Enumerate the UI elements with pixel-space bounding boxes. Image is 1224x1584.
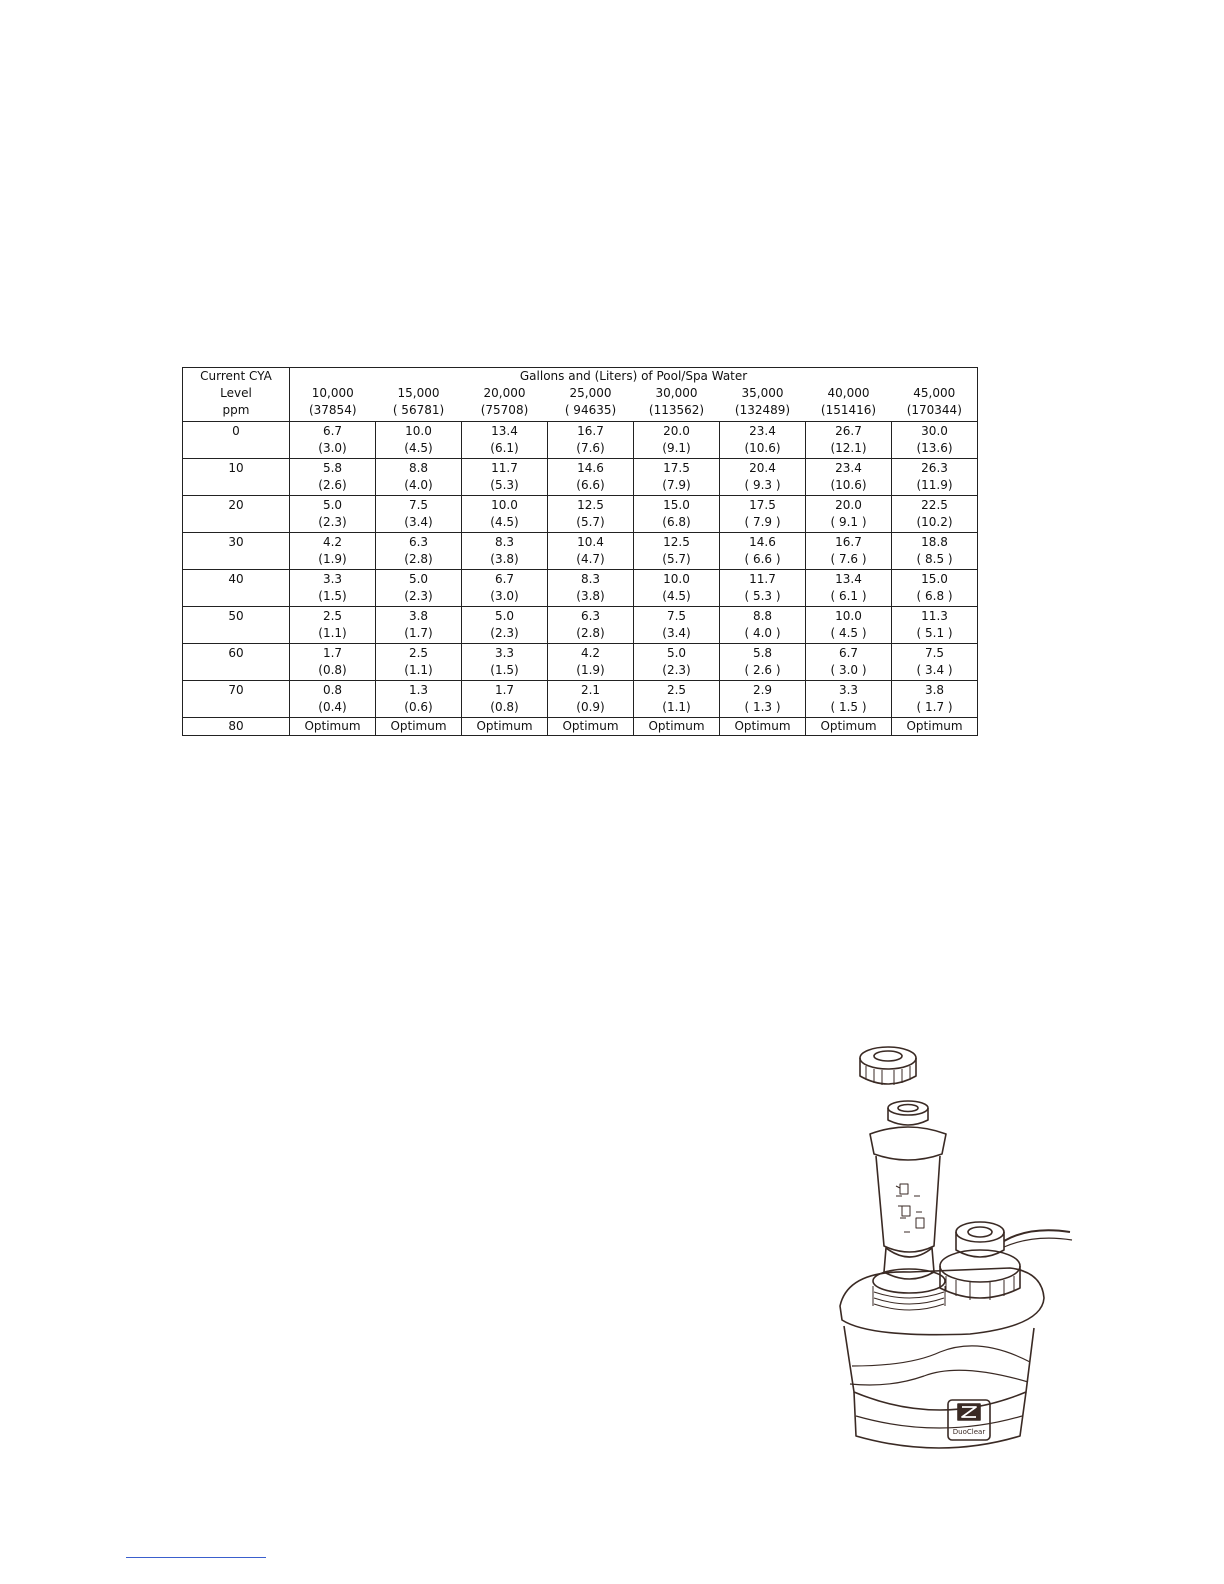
cya-level-cell: [183, 496, 290, 533]
dose-kg: (1.9): [318, 552, 347, 566]
cya-level: 80: [183, 718, 290, 736]
dose-lbs: 3.8: [408, 609, 429, 623]
dose-cell: [548, 533, 634, 570]
dose-cell: [634, 459, 720, 496]
dose-cell: [462, 644, 548, 681]
cya-level: 10: [228, 461, 244, 475]
dose-cell: [892, 570, 978, 607]
dose-cell: [376, 570, 462, 607]
dose-kg: (1.1): [318, 626, 347, 640]
dose-cell: [720, 496, 806, 533]
dose-cell: [634, 570, 720, 607]
dose-lbs: 2.1: [580, 683, 601, 697]
cya-level: 0: [232, 424, 240, 438]
dose-lbs: 17.5: [663, 461, 690, 475]
dose-cell: [290, 681, 376, 718]
dose-cell: [806, 681, 892, 718]
volume-gallons: 25,000: [569, 386, 612, 400]
dose-kg: (5.7): [662, 552, 691, 566]
dose-kg: (2.6): [318, 478, 347, 492]
dose-kg: (10.6): [744, 441, 781, 455]
dose-lbs: 2.5: [322, 609, 343, 623]
dose-lbs: 3.3: [494, 646, 515, 660]
dose-lbs: 13.4: [835, 572, 862, 586]
dose-kg: (1.5): [318, 589, 347, 603]
optimum-cell: Optimum: [806, 718, 892, 736]
dose-cell: [462, 607, 548, 644]
dose-lbs: 17.5: [749, 498, 776, 512]
dose-cell: [290, 570, 376, 607]
device-label: DuoClear: [952, 1428, 986, 1436]
dose-cell: [462, 533, 548, 570]
dose-lbs: 1.7: [494, 683, 515, 697]
table-row: [183, 422, 978, 459]
dose-kg: (3.0): [490, 589, 519, 603]
dose-lbs: 2.9: [752, 683, 773, 697]
dose-cell: [290, 607, 376, 644]
dose-cell: [806, 496, 892, 533]
dose-cell: [892, 681, 978, 718]
dose-cell: [634, 496, 720, 533]
dose-cell: [548, 570, 634, 607]
dose-cell: [634, 607, 720, 644]
dose-cell: [290, 496, 376, 533]
dose-cell: [806, 570, 892, 607]
dose-kg: ( 2.6 ): [744, 663, 781, 677]
dose-cell: [376, 496, 462, 533]
volume-header: [720, 385, 806, 422]
volume-liters: (37854): [308, 403, 357, 417]
corner-line: ppm: [222, 403, 250, 417]
dose-lbs: 16.7: [835, 535, 862, 549]
dose-lbs: 26.7: [835, 424, 862, 438]
dose-lbs: 10.0: [835, 609, 862, 623]
cya-level-cell: [183, 422, 290, 459]
dose-lbs: 16.7: [577, 424, 604, 438]
optimum-cell: Optimum: [376, 718, 462, 736]
volume-header: [290, 385, 376, 422]
volume-liters: ( 56781): [392, 403, 445, 417]
corner-header: [183, 368, 290, 422]
dose-cell: [376, 681, 462, 718]
dose-lbs: 8.8: [752, 609, 773, 623]
dose-lbs: 23.4: [749, 424, 776, 438]
footer-rule: [126, 1557, 266, 1558]
optimum-cell: Optimum: [548, 718, 634, 736]
volume-gallons: 20,000: [483, 386, 526, 400]
dose-cell: [634, 681, 720, 718]
corner-line: Level: [220, 386, 252, 400]
dose-cell: [376, 459, 462, 496]
dose-kg: (13.6): [916, 441, 953, 455]
volume-liters: (170344): [906, 403, 962, 417]
dose-cell: [290, 459, 376, 496]
dose-lbs: 8.3: [580, 572, 601, 586]
dose-kg: (1.7): [404, 626, 433, 640]
dose-kg: (5.3): [490, 478, 519, 492]
dose-cell: [548, 422, 634, 459]
volume-gallons: 30,000: [655, 386, 698, 400]
dose-cell: [548, 607, 634, 644]
dose-lbs: 4.2: [580, 646, 601, 660]
dose-kg: (2.8): [404, 552, 433, 566]
dose-lbs: 5.8: [322, 461, 343, 475]
dose-lbs: 8.8: [408, 461, 429, 475]
cya-level: 30: [228, 535, 244, 549]
cya-level-cell: [183, 459, 290, 496]
dose-lbs: 23.4: [835, 461, 862, 475]
dose-cell: [290, 422, 376, 459]
dose-cell: [892, 533, 978, 570]
dose-cell: [290, 644, 376, 681]
dose-lbs: 7.5: [924, 646, 945, 660]
dose-kg: (4.0): [404, 478, 433, 492]
dose-cell: [892, 644, 978, 681]
dose-kg: ( 6.1 ): [830, 589, 867, 603]
dose-kg: ( 5.1 ): [916, 626, 953, 640]
dose-lbs: 7.5: [408, 498, 429, 512]
dose-cell: [892, 496, 978, 533]
dose-lbs: 1.7: [322, 646, 343, 660]
dose-cell: [548, 496, 634, 533]
dose-cell: [634, 533, 720, 570]
dose-lbs: 22.5: [921, 498, 948, 512]
dose-cell: [376, 644, 462, 681]
dose-lbs: 10.0: [491, 498, 518, 512]
dose-cell: [376, 422, 462, 459]
volume-gallons: 45,000: [913, 386, 956, 400]
cya-level: 70: [228, 683, 244, 697]
dose-cell: [548, 681, 634, 718]
dose-kg: ( 9.3 ): [744, 478, 781, 492]
dose-kg: (6.8): [662, 515, 691, 529]
volume-header: [548, 385, 634, 422]
dose-lbs: 3.3: [838, 683, 859, 697]
dose-kg: (2.8): [576, 626, 605, 640]
dose-cell: [720, 459, 806, 496]
dose-lbs: 14.6: [577, 461, 604, 475]
table-row: [183, 644, 978, 681]
volume-header: [806, 385, 892, 422]
optimum-cell: Optimum: [462, 718, 548, 736]
dose-cell: [806, 422, 892, 459]
dose-kg: (1.5): [490, 663, 519, 677]
cya-level: 60: [228, 646, 244, 660]
dose-kg: ( 3.4 ): [916, 663, 953, 677]
dose-kg: ( 7.6 ): [830, 552, 867, 566]
table-row: [183, 459, 978, 496]
dose-kg: (7.9): [662, 478, 691, 492]
dose-cell: [376, 533, 462, 570]
dose-kg: (0.4): [318, 700, 347, 714]
volume-gallons: 40,000: [827, 386, 870, 400]
dose-cell: [720, 570, 806, 607]
dose-lbs: 2.5: [408, 646, 429, 660]
dose-cell: [892, 422, 978, 459]
dose-cell: [720, 607, 806, 644]
volume-liters: (151416): [820, 403, 877, 417]
dose-cell: [376, 607, 462, 644]
table-row: [183, 681, 978, 718]
cya-dosage-table: [182, 367, 978, 736]
volume-group-header: Gallons and (Liters) of Pool/Spa Water: [290, 368, 978, 386]
dose-kg: (5.7): [576, 515, 605, 529]
dose-kg: ( 3.0 ): [830, 663, 867, 677]
dose-kg: (3.8): [490, 552, 519, 566]
dose-lbs: 4.2: [322, 535, 343, 549]
dose-lbs: 20.0: [663, 424, 690, 438]
dose-kg: (12.1): [830, 441, 867, 455]
dose-kg: (3.4): [662, 626, 691, 640]
dose-lbs: 11.7: [749, 572, 776, 586]
dose-cell: [462, 570, 548, 607]
dose-lbs: 7.5: [666, 609, 687, 623]
dose-lbs: 12.5: [663, 535, 690, 549]
dose-kg: (3.0): [318, 441, 347, 455]
dose-cell: [548, 644, 634, 681]
dose-cell: [290, 533, 376, 570]
dose-lbs: 6.3: [408, 535, 429, 549]
volume-gallons: 35,000: [741, 386, 784, 400]
dose-cell: [548, 459, 634, 496]
dose-kg: (0.6): [404, 700, 433, 714]
dose-cell: [462, 496, 548, 533]
volume-header: [634, 385, 720, 422]
cya-level: 50: [228, 609, 244, 623]
corner-line: Current CYA: [200, 369, 272, 383]
dose-cell: [462, 459, 548, 496]
dose-lbs: 6.7: [494, 572, 515, 586]
dose-kg: ( 8.5 ): [916, 552, 953, 566]
table-row: [183, 570, 978, 607]
dose-lbs: 14.6: [749, 535, 776, 549]
cya-level-cell: [183, 644, 290, 681]
dose-lbs: 3.3: [322, 572, 343, 586]
dose-kg: (4.5): [662, 589, 691, 603]
dose-cell: [462, 681, 548, 718]
dose-lbs: 5.0: [494, 609, 515, 623]
dose-cell: [806, 607, 892, 644]
optimum-cell: Optimum: [720, 718, 806, 736]
dose-lbs: 12.5: [577, 498, 604, 512]
dose-lbs: 15.0: [663, 498, 690, 512]
dose-lbs: 20.0: [835, 498, 862, 512]
dose-kg: (2.3): [662, 663, 691, 677]
volume-gallons: 10,000: [311, 386, 354, 400]
dose-kg: ( 1.5 ): [830, 700, 867, 714]
dose-lbs: 11.3: [921, 609, 948, 623]
dose-kg: ( 6.8 ): [916, 589, 953, 603]
dose-kg: (0.9): [576, 700, 605, 714]
dose-cell: [720, 533, 806, 570]
dose-cell: [634, 644, 720, 681]
volume-liters: ( 94635): [564, 403, 617, 417]
dose-lbs: 6.7: [838, 646, 859, 660]
dose-lbs: 3.8: [924, 683, 945, 697]
dose-cell: [634, 422, 720, 459]
dose-kg: (3.4): [404, 515, 433, 529]
dose-kg: (1.1): [404, 663, 433, 677]
dose-kg: (2.3): [318, 515, 347, 529]
dose-lbs: 10.0: [405, 424, 432, 438]
dose-kg: ( 1.3 ): [744, 700, 781, 714]
table-row: [183, 496, 978, 533]
dose-cell: [806, 459, 892, 496]
dose-lbs: 26.3: [921, 461, 948, 475]
dose-lbs: 5.0: [666, 646, 687, 660]
dose-cell: [806, 533, 892, 570]
dose-kg: (6.1): [490, 441, 519, 455]
dose-kg: (3.8): [576, 589, 605, 603]
volume-gallons: 15,000: [397, 386, 440, 400]
table-row: [183, 533, 978, 570]
dose-lbs: 5.8: [752, 646, 773, 660]
volume-liters: (75708): [480, 403, 529, 417]
cya-level-cell: [183, 681, 290, 718]
dose-kg: ( 4.5 ): [830, 626, 867, 640]
dose-cell: [720, 422, 806, 459]
dose-kg: (10.2): [916, 515, 953, 529]
dose-cell: [720, 681, 806, 718]
volume-header: [376, 385, 462, 422]
volume-liters: (132489): [734, 403, 791, 417]
dose-lbs: 10.0: [663, 572, 690, 586]
optimum-cell: Optimum: [892, 718, 978, 736]
dose-kg: (2.3): [490, 626, 519, 640]
dose-kg: ( 7.9 ): [744, 515, 781, 529]
dose-cell: [806, 644, 892, 681]
cya-level: 40: [228, 572, 244, 586]
dose-lbs: 13.4: [491, 424, 518, 438]
dose-kg: ( 9.1 ): [830, 515, 867, 529]
dose-kg: ( 6.6 ): [744, 552, 781, 566]
dose-lbs: 6.7: [322, 424, 343, 438]
dose-lbs: 6.3: [580, 609, 601, 623]
cya-level-cell: [183, 533, 290, 570]
dose-kg: (9.1): [662, 441, 691, 455]
dose-kg: (2.3): [404, 589, 433, 603]
dose-kg: (4.7): [576, 552, 605, 566]
optimum-cell: Optimum: [290, 718, 376, 736]
dose-lbs: 18.8: [921, 535, 948, 549]
dose-kg: (4.5): [404, 441, 433, 455]
cya-level-cell: [183, 607, 290, 644]
dose-cell: [892, 459, 978, 496]
dose-kg: (11.9): [916, 478, 953, 492]
dose-lbs: 8.3: [494, 535, 515, 549]
table-row: [183, 607, 978, 644]
optimum-cell: Optimum: [634, 718, 720, 736]
dose-cell: [720, 644, 806, 681]
dose-kg: (0.8): [318, 663, 347, 677]
volume-header: [892, 385, 978, 422]
dose-lbs: 5.0: [408, 572, 429, 586]
dose-lbs: 2.5: [666, 683, 687, 697]
cya-level-cell: [183, 570, 290, 607]
dose-kg: (1.1): [662, 700, 691, 714]
cya-level: 20: [228, 498, 244, 512]
dose-kg: (7.6): [576, 441, 605, 455]
table-row: [183, 718, 978, 736]
dose-kg: ( 4.0 ): [744, 626, 781, 640]
dose-lbs: 0.8: [322, 683, 343, 697]
volume-liters: (113562): [648, 403, 705, 417]
dose-lbs: 10.4: [577, 535, 604, 549]
dose-lbs: 11.7: [491, 461, 518, 475]
dose-kg: (0.8): [490, 700, 519, 714]
dose-kg: ( 1.7 ): [916, 700, 953, 714]
dose-lbs: 1.3: [408, 683, 429, 697]
volume-header: [462, 385, 548, 422]
dose-cell: [892, 607, 978, 644]
dose-lbs: 15.0: [921, 572, 948, 586]
duoclear-device-illustration: [830, 1036, 1080, 1456]
dose-kg: (6.6): [576, 478, 605, 492]
dose-lbs: 20.4: [749, 461, 776, 475]
dose-lbs: 5.0: [322, 498, 343, 512]
dose-kg: ( 5.3 ): [744, 589, 781, 603]
dose-kg: (10.6): [830, 478, 867, 492]
dose-cell: [462, 422, 548, 459]
dose-kg: (4.5): [490, 515, 519, 529]
dose-lbs: 30.0: [921, 424, 948, 438]
dose-kg: (1.9): [576, 663, 605, 677]
